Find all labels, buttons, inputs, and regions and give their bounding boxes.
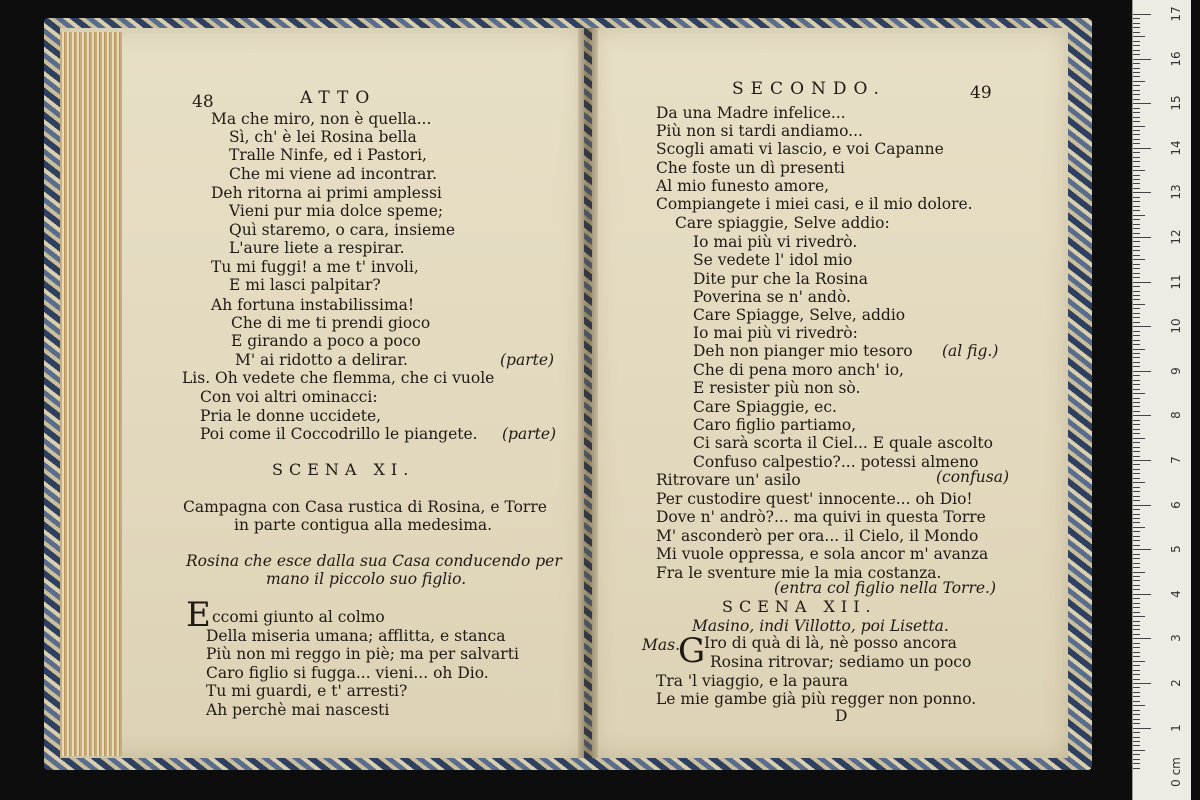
verse-line: Tu mi fuggi! a me t' involi, [211,258,419,276]
ruler-tick [1133,282,1151,283]
ruler-tick [1133,750,1145,751]
verse-line: Poi come il Coccodrillo le piangete. [200,425,478,443]
verse-line: Per custodire quest' innocente... oh Dio! [656,490,973,508]
ruler-tick [1133,304,1145,305]
verse-line: Se vedete l' idol mio [693,251,853,269]
ruler-tick [1133,723,1140,724]
ruler-number: 10 [1169,318,1183,334]
ruler-tick [1133,210,1140,211]
ruler-tick [1133,661,1145,662]
ruler-number: 7 [1169,456,1183,464]
ruler-tick [1133,112,1140,113]
ruler-tick [1133,433,1140,434]
ruler-tick [1133,514,1140,515]
ruler-tick [1133,389,1140,390]
verse-line: M' asconderò per ora... il Cielo, il Mondo [656,527,979,545]
ruler-tick [1133,768,1140,769]
ruler-tick [1133,527,1145,528]
ruler-tick [1133,219,1140,220]
ruler-tick [1133,531,1140,532]
verse-line: E resister più non sò. [693,379,861,397]
ruler-tick [1133,759,1140,760]
verse-line: Tra 'l viaggio, e la paura [656,672,849,690]
ruler-tick [1133,331,1140,332]
verse-line: Caro figlio si fugga... vieni... oh Dio. [206,664,489,682]
ruler-tick [1133,411,1140,412]
scene-title: SCENA XI. [272,460,415,479]
ruler-tick [1133,183,1140,184]
verse-line: Caro figlio partiamo, [693,416,857,434]
ruler-tick [1133,121,1140,122]
ruler-tick [1133,518,1140,519]
ruler-number: 1 [1169,723,1183,732]
ruler-tick [1133,692,1140,693]
ruler-tick [1133,166,1140,167]
ruler-tick [1133,719,1140,720]
ruler-tick [1133,27,1140,28]
ruler-tick [1133,522,1140,523]
ruler-tick [1133,420,1140,421]
ruler-tick [1133,438,1145,439]
drop-cap: E [186,595,211,635]
ruler-tick [1133,679,1140,680]
verse-line: Che foste un dì presenti [656,159,845,177]
ruler-tick [1133,148,1151,149]
verse-line: L'aure liete a respirar. [229,239,405,257]
ruler-tick [1133,50,1140,51]
ruler-tick [1133,460,1151,461]
ruler-tick [1133,451,1140,452]
ruler-tick [1133,286,1140,287]
verse-line: Che di me ti prendi gioco [231,314,431,332]
ruler-tick [1133,224,1140,225]
ruler-tick [1133,18,1140,19]
ruler-tick [1133,72,1140,73]
ruler-tick [1133,732,1140,733]
ruler-tick [1133,665,1140,666]
ruler-tick [1133,393,1145,394]
speaker-label: Mas. [642,636,680,654]
verse-line: Con voi altri ominacci: [200,388,378,406]
ruler-tick [1133,629,1140,630]
ruler-tick [1133,429,1140,430]
ruler-tick [1133,23,1140,24]
ruler-tick [1133,59,1151,60]
ruler-tick [1133,349,1145,350]
ruler-tick [1133,76,1140,77]
ruler-tick [1133,554,1140,555]
verse-line: E mi lasci palpitar? [229,276,381,294]
ruler-number: 17 [1169,6,1183,22]
signature-mark: D [835,707,848,725]
verse-line: ccomi giunto al colmo [212,608,385,626]
ruler-tick [1133,549,1151,550]
left-running-head: ATTO [300,88,377,108]
ruler-tick [1133,264,1140,265]
verse-line: Compiangete i miei casi, e il mio dolore. [656,195,973,213]
ruler-tick [1133,233,1140,234]
ruler-tick [1133,90,1140,91]
right-running-head: SECONDO. [732,79,886,99]
verse-line: Ritrovare un' asilo [656,471,801,489]
book-gutter [578,28,598,758]
ruler-tick [1133,237,1151,238]
ruler-number: 4 [1169,589,1183,598]
ruler-tick [1133,188,1140,189]
ruler-tick [1133,108,1140,109]
ruler-tick [1133,143,1140,144]
ruler-tick [1133,32,1140,33]
scene-direction: mano il piccolo suo figlio. [266,570,467,588]
ruler-tick [1133,656,1140,657]
ruler-tick [1133,634,1140,635]
verse-line: E girando a poco a poco [231,332,421,350]
verse-line: Care spiaggie, Selve addio: [675,214,890,232]
ruler-tick [1133,268,1140,269]
ruler-number: 6 [1169,500,1183,509]
ruler-tick [1133,139,1140,140]
ruler-tick [1133,705,1145,706]
ruler-tick [1133,701,1140,702]
ruler-tick [1133,612,1140,613]
ruler-tick [1133,192,1151,193]
ruler-tick [1133,402,1140,403]
ruler-tick [1133,371,1151,372]
ruler-tick [1133,317,1140,318]
ruler-number: 15 [1169,95,1183,111]
verse-line: Da una Madre infelice... [656,104,846,122]
ruler-tick [1133,335,1140,336]
verse-line: Rosina ritrovar; sediamo un poco [710,653,972,671]
verse-line: Più non mi reggo in piè; ma per salvarti [206,645,519,663]
ruler-number: 12 [1169,229,1183,245]
aside: (al fig.) [942,342,999,360]
ruler-tick [1133,540,1140,541]
ruler-tick [1133,505,1151,506]
verse-line: Iro di quà di là, nè posso ancora [704,634,957,652]
verse-line: Care Spiaggie, ec. [693,398,837,416]
ruler-tick [1133,536,1140,537]
ruler-tick [1133,228,1140,229]
ruler-number: 8 [1169,411,1183,420]
ruler-tick [1133,710,1140,711]
verse-line: Ma che miro, non è quella... [211,110,432,128]
stage-direction: (parte) [502,425,557,443]
ruler-tick [1133,714,1140,715]
ruler-tick [1133,277,1140,278]
ruler-tick [1133,763,1140,764]
scene-setting: Campagna con Casa rustica di Rosina, e Torre [183,498,547,516]
ruler-tick [1133,170,1145,171]
ruler-tick [1133,728,1151,729]
verse-line: Ah fortuna instabilissima! [211,296,415,314]
ruler-tick [1133,357,1140,358]
ruler-tick [1133,625,1140,626]
ruler-number: 11 [1169,273,1183,290]
ruler-tick [1133,362,1140,363]
ruler-tick [1133,567,1140,568]
ruler-tick [1133,464,1140,465]
ruler-tick [1133,14,1151,15]
verse-line: Al mio funesto amore, [656,177,830,195]
ruler-tick [1133,344,1140,345]
left-page-number: 48 [192,92,214,112]
ruler-tick [1133,456,1140,457]
ruler-tick [1133,384,1140,385]
ruler-tick [1133,509,1140,510]
ruler-tick [1133,299,1140,300]
ruler-tick [1133,491,1140,492]
scene-title: SCENA XII. [722,597,877,616]
stage-direction: (parte) [500,351,555,369]
ruler-tick [1133,473,1140,474]
ruler-tick [1133,647,1140,648]
ruler-tick [1133,353,1140,354]
ruler-tick [1133,63,1140,64]
ruler-number: 3 [1169,634,1183,643]
ruler-number: 13 [1169,184,1183,201]
verse-line: Dove n' andrò?... ma quivi in questa Torre [656,508,986,526]
ruler-number: 14 [1169,140,1183,156]
ruler-tick [1133,545,1140,546]
ruler-tick [1133,117,1140,118]
ruler-tick [1133,179,1140,180]
ruler-tick [1133,598,1140,599]
ruler-tick [1133,469,1140,470]
ruler-tick [1133,94,1140,95]
verse-line: Ah perchè mai nascesti [206,701,390,719]
ruler-tick [1133,621,1140,622]
ruler-tick [1133,197,1140,198]
ruler-tick [1133,255,1140,256]
page-edges [60,32,122,756]
right-page-number: 49 [970,83,992,103]
ruler-tick [1133,683,1151,684]
ruler-tick [1133,99,1140,100]
ruler-tick [1133,745,1140,746]
verse-line: Io mai più vi rivedrò: [693,324,858,342]
ruler-tick [1133,487,1140,488]
ruler-number: 9 [1169,366,1183,375]
verse-line: Scogli amati vi lascio, e voi Capanne [656,140,944,158]
verse-line: Mi vuole oppressa, e sola ancor m' avanza [656,545,989,563]
verse-line: Le mie gambe già più regger non ponno. [656,690,977,708]
ruler-tick [1133,478,1140,479]
ruler-tick [1133,696,1140,697]
verse-line: Che di pena moro anch' io, [693,361,904,379]
ruler-tick [1133,576,1140,577]
ruler-tick [1133,259,1145,260]
ruler-tick [1133,741,1140,742]
verse-line: Confuso calpestio?... potessi almeno [693,453,979,471]
ruler-tick [1133,674,1140,675]
ruler-tick [1133,308,1140,309]
verse-line: Che mi viene ad incontrar. [229,165,438,183]
verse-line: Poverina se n' andò. [693,288,851,306]
verse-line: Pria le donne uccidete, [200,407,382,425]
ruler-tick [1133,603,1140,604]
ruler-number: 2 [1169,679,1183,687]
ruler-tick [1133,589,1140,590]
verse-line: Tralle Ninfe, ed i Pastori, [229,146,427,164]
ruler-tick [1133,250,1140,251]
ruler-tick [1133,313,1140,314]
verse-line: M' ai ridotto a delirar. [235,351,408,369]
verse-line: Care Spiagge, Selve, addio [693,306,906,324]
ruler-tick [1133,81,1145,82]
ruler-tick [1133,340,1140,341]
verse-line: Sì, ch' è lei Rosina bella [229,128,417,146]
ruler-tick [1133,201,1140,202]
stage-direction: (entra col figlio nella Torre.) [774,579,997,597]
ruler-tick [1133,54,1140,55]
verse-line: Lis. Oh vedete che flemma, che ci vuole [182,369,495,387]
ruler-tick [1133,246,1140,247]
drop-cap: G [678,631,706,671]
ruler-tick [1133,291,1140,292]
ruler-tick [1133,68,1140,69]
ruler-tick [1133,85,1140,86]
ruler-tick [1133,295,1140,296]
ruler-tick [1133,638,1151,639]
ruler-tick [1133,36,1145,37]
verse-line: Della miseria umana; afflitta, e stanca [206,627,506,645]
ruler-tick [1133,45,1140,46]
verse-line: Tu mi guardi, e t' arresti? [206,682,408,700]
ruler-tick [1133,572,1145,573]
ruler-tick [1133,126,1145,127]
ruler-tick [1133,616,1145,617]
ruler-tick [1133,152,1140,153]
ruler-tick [1133,442,1140,443]
ruler-tick [1133,380,1140,381]
ruler-tick [1133,585,1140,586]
ruler-tick [1133,580,1140,581]
ruler-tick [1133,643,1140,644]
ruler-number: 5 [1169,545,1183,554]
scene-characters: Masino, indi Villotto, poi Lisetta. [692,617,949,635]
ruler-number: 16 [1169,50,1183,67]
aside: (confusa) [936,468,1010,486]
ruler-tick [1133,215,1145,216]
ruler-tick [1133,134,1140,135]
ruler-tick [1133,157,1140,158]
verse-line: Deh ritorna ai primi amplessi [211,184,442,202]
verse-line: Fra le sventure mie la mia costanza. [656,564,942,582]
ruler-tick [1133,563,1140,564]
ruler-tick [1133,103,1151,104]
ruler-tick [1133,175,1140,176]
ruler-tick [1133,558,1140,559]
verse-line: Io mai più vi rivedrò. [693,233,858,251]
ruler-tick [1133,273,1140,274]
ruler-tick [1133,241,1140,242]
ruler-tick [1133,398,1140,399]
ruler-tick [1133,424,1140,425]
ruler-tick [1133,496,1140,497]
ruler-tick [1133,161,1140,162]
ruler-tick [1133,652,1140,653]
verse-line: Ci sarà scorta il Ciel... E quale ascolto [693,434,993,452]
verse-line: Deh non pianger mio tesoro [693,342,913,360]
ruler-tick [1133,482,1145,483]
ruler-tick [1133,500,1140,501]
ruler-tick [1133,366,1140,367]
measuring-ruler [1132,0,1191,800]
ruler-tick [1133,322,1140,323]
verse-line: Vieni pur mia dolce speme; [229,202,444,220]
ruler-tick [1133,447,1140,448]
ruler-tick [1133,754,1140,755]
scene-setting: in parte contigua alla medesima. [234,516,493,534]
ruler-tick [1133,41,1140,42]
ruler-tick [1133,406,1140,407]
ruler-tick [1133,737,1140,738]
ruler-tick [1133,594,1151,595]
ruler-number: 0 cm [1169,757,1183,788]
ruler-tick [1133,670,1140,671]
verse-line: Quì staremo, o cara, insieme [229,221,456,239]
ruler-tick [1133,687,1140,688]
ruler-tick [1133,375,1140,376]
ruler-tick [1133,607,1140,608]
scene-direction: Rosina che esce dalla sua Casa conducendo per [186,552,562,570]
ruler-tick [1133,206,1140,207]
verse-line: Più non si tardi andiamo... [656,122,863,140]
ruler-tick [1133,326,1151,327]
verse-line: Dite pur che la Rosina [693,270,868,288]
ruler-tick [1133,415,1151,416]
ruler-tick [1133,130,1140,131]
